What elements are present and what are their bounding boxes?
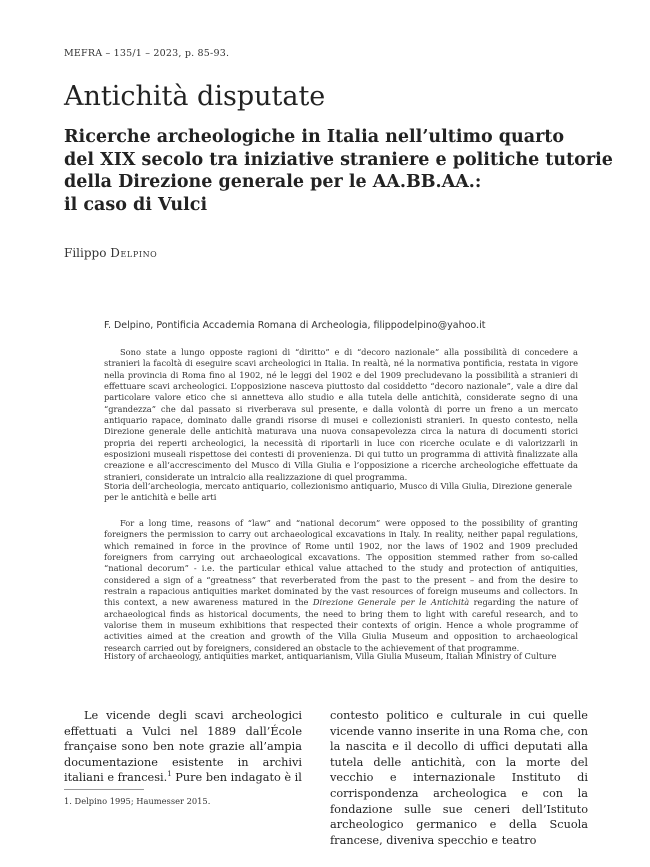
author bbox=[64, 246, 157, 260]
body-column-right: contesto politico e culturale in cui quelle vicende vanno inserite in una Roma che, con la nascita e il decollo di uffici deputati alla tutela delle antichità, con la morte del vecchio e internazionale Instituto di corrispondenza archeologica e con la fondazione sulle sue ceneri dell’Istituto archeologico germanico e della Scuola francese, diveniva specchio e teatro bbox=[330, 709, 588, 847]
abstract-english-text: For a long time, reasons of “law” and “national decorum” were opposed to the possibility of granting foreigners the permission to carry out archaeological excavations in Italy. In reality, neither papal regulations, which remained in force in the province of Rome until 1902, nor the laws of 1902 and 1909 precluded foreigners from carrying out archaeological excavations. The opposition stemmed rather from so-called “national decorum” - i.e. the particular ethical value attached to the study and protection of antiquities, considered a sign of a “greatness” that reverberated from the past to the present – and from the desire to restrain a rapacious antiquities market dominated by the vast resources of foreign museums and collectors. In this context, a new awareness matured in the bbox=[104, 518, 578, 608]
author-last-name: Delpino bbox=[110, 246, 158, 260]
body-column-left bbox=[64, 708, 302, 786]
journal-header: MEFRA – 135/1 – 2023, p. 85-93. bbox=[64, 48, 230, 59]
abstract-english-italic: Direzione Generale per le Antichità bbox=[312, 597, 470, 608]
author-affiliation: F. Delpino, Pontificia Accademia Romana di Archeologia, filippodelpino@yahoo.it bbox=[104, 320, 486, 331]
abstract-italian bbox=[104, 347, 578, 483]
article-title: Antichità disputate bbox=[64, 81, 326, 112]
footnote-ref[interactable]: 1 bbox=[167, 770, 172, 779]
subtitle-line: il caso di Vulci bbox=[64, 194, 208, 215]
subtitle-line: della Direzione generale per le AA.BB.AA.: bbox=[64, 172, 482, 192]
keywords-italian: Storia dell’archeologia, mercato antiquario, collezionismo antiquario, Musco di Villa Giulia, Direzione generale per le antichità e belle arti bbox=[104, 481, 573, 503]
article-subtitle bbox=[64, 126, 613, 216]
subtitle-line: Ricerche archeologiche in Italia nell’ultimo quarto bbox=[64, 127, 565, 147]
keywords-english: History of archaeology, antiquities market, antiquarianism, Villa Giulia Museum, Italian Ministry of Culture bbox=[104, 651, 557, 661]
abstract-english-text-end: regarding the nature of archaeological finds as historical documents, the need to bring them to light with careful research, and to valorise them in museum exhibitions that respected their contexts of origin. Hence a whole programme of activities aimed at the creation and growth of the Villa Giulia Museum and opposition to archaeological research carried out by foreigners, considered an obstacle to the achievement of that programme. bbox=[104, 597, 578, 653]
author-first-name: Filippo bbox=[64, 246, 107, 260]
body-text-left-end: Pure ben indagato è il bbox=[171, 771, 302, 785]
subtitle-line: del XIX secolo tra iniziative straniere e politiche tutorie bbox=[64, 149, 613, 170]
footnote-divider bbox=[64, 789, 144, 790]
footnote: 1. Delpino 1995; Haumesser 2015. bbox=[64, 796, 211, 806]
body-text-left: Le vicende degli scavi archeologici effettuati a Vulci nel 1889 dall’École française sono ben note grazie all’ampia documentazione esistente in archivi italiani e francesi. bbox=[64, 709, 302, 785]
abstract-english bbox=[104, 518, 578, 654]
abstract-italian-text: Sono state a lungo opposte ragioni di “diritto” e di “decoro nazionale” alla possibilità di concedere a stranieri la facoltà di eseguire scavi archeologici in Italia. In realtà, né la normativa pontificia, restata in vigore nella provincia di Roma fino al 1902, né le leggi del 1902 e del 1909 precludevano la possibilità a stranieri di effettuare scavi archeologici. L’opposizione nasceva piuttosto dal cosiddetto “decoro nazionale”, vale a dire dal particolare valore etico che si annetteva allo studio e alla tutela delle antichità, considerate segno di una “grandezza” che dal passato si riverberava sul presente, e dalla volontà di porre un freno a un mercato antiquario rapace, dominato dalle grandi risorse di musei e collezionisti stranieri. In questo contesto, nella Direzione generale delle antichità maturava una nuova consapevolezza circa la natura di documenti storici propria dei reperti archeologici, la necessità di riportarli in luce con ricerche oculate e di valorizzarli in esposizioni museali rispettose dei contesti di provenienza. Di qui tutto un programma di attività finalizzate alla creazione e all’accrescimento del Musco di Villa Giulia e l’opposizione a ricerche archeologiche effettuate da stranieri, considerate un intralcio alla realizzazione di quel programma. bbox=[104, 347, 578, 482]
